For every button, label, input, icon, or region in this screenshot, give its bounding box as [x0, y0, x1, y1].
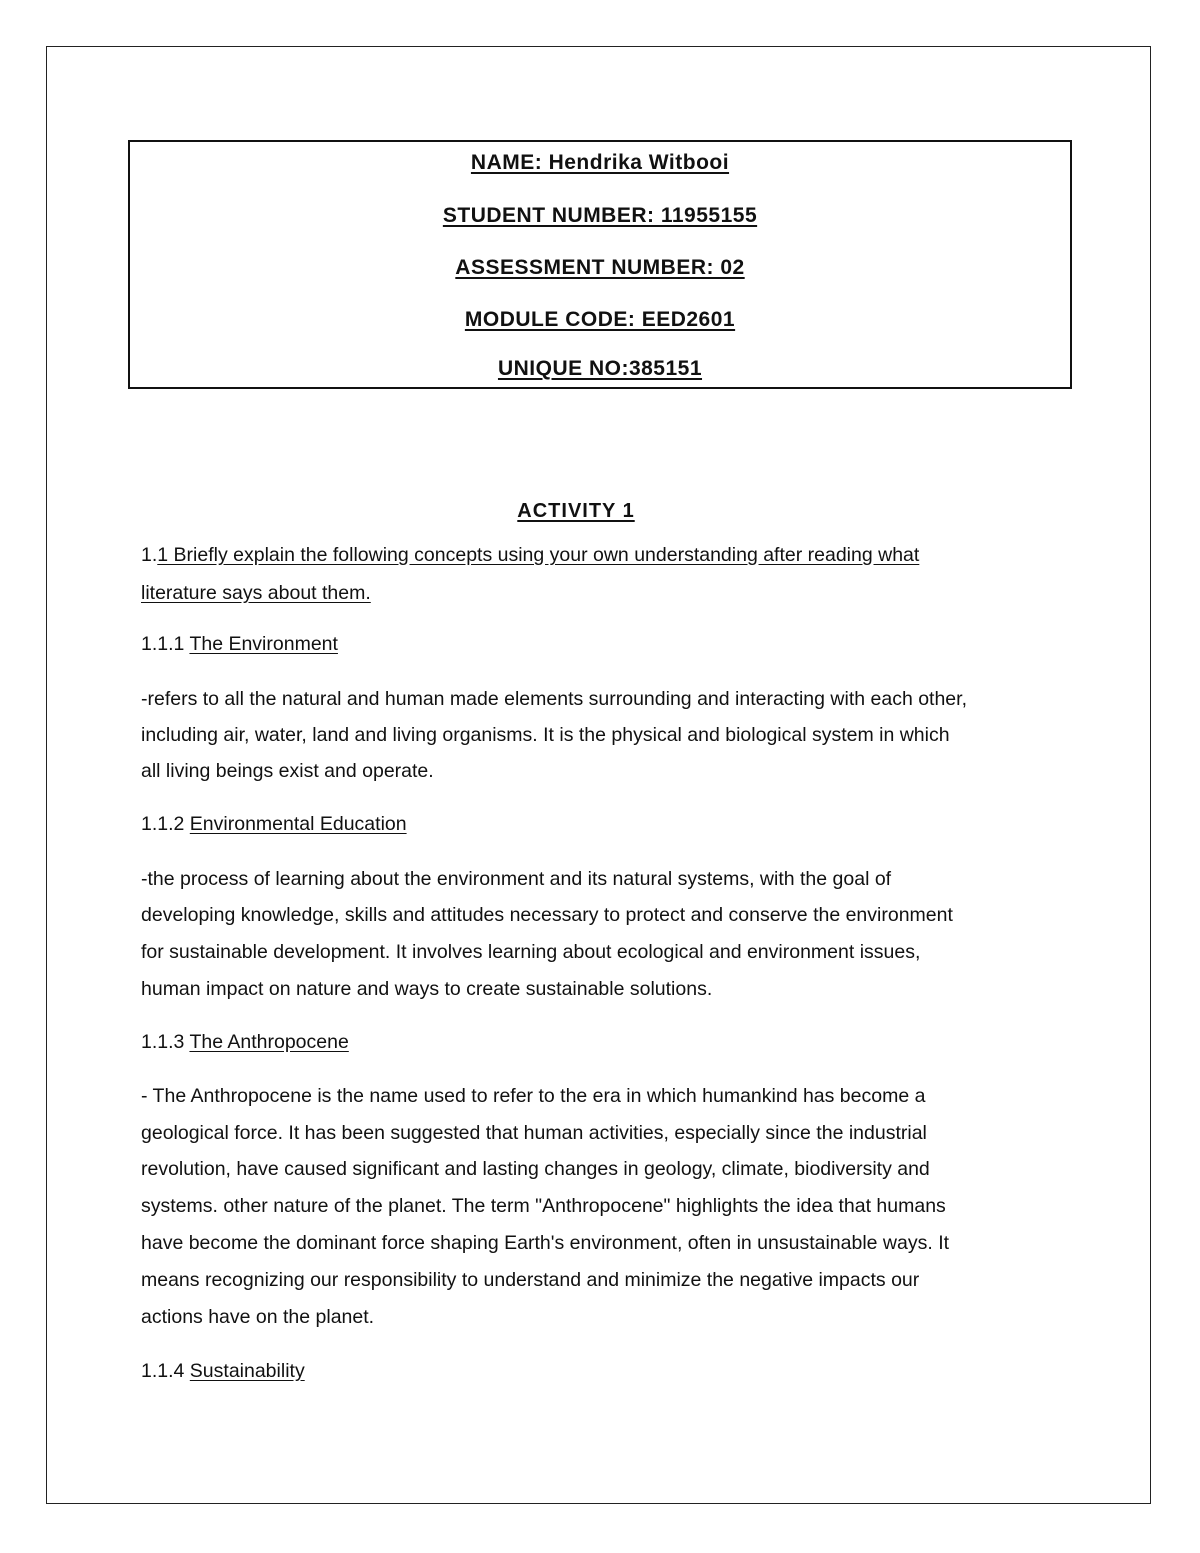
- paragraph-line: means recognizing our responsibility to understand and minimize the negative impacts our: [141, 1269, 920, 1291]
- paragraph-line: systems. other nature of the planet. The term "Anthropocene" highlights the idea that humans: [141, 1195, 946, 1217]
- question-line-2: literature says about them.: [141, 582, 371, 604]
- activity-heading: ACTIVITY 1: [517, 500, 635, 522]
- paragraph-line: including air, water, land and living organisms. It is the physical and biological system in which: [141, 724, 950, 746]
- section-number: 1.1.1: [141, 633, 190, 655]
- section-heading: [141, 631, 338, 657]
- section-title: The Environment: [189, 633, 338, 655]
- section-heading: [141, 1029, 349, 1055]
- paragraph-line: - The Anthropocene is the name used to refer to the era in which humankind has become a: [141, 1085, 926, 1107]
- section-title: Sustainability: [189, 1360, 305, 1382]
- paragraph-line: -the process of learning about the environment and its natural systems, with the goal of: [141, 868, 892, 890]
- paragraph-line: -refers to all the natural and human made elements surrounding and interacting with each other,: [141, 688, 967, 710]
- question-number: 1.: [141, 544, 158, 566]
- paragraph-line: geological force. It has been suggested that human activities, especially since the industrial: [141, 1122, 927, 1144]
- paragraph-line: all living beings exist and operate.: [141, 760, 434, 782]
- section-number: 1.1.3: [141, 1031, 190, 1053]
- question-text: 1 Briefly explain the following concepts using your own understanding after reading what: [157, 544, 920, 566]
- paragraph-line: actions have on the planet.: [141, 1306, 375, 1328]
- student-name: NAME: Hendrika Witbooi: [470, 151, 730, 174]
- section-title: Environmental Education: [189, 813, 407, 835]
- student-info-box: [128, 140, 1072, 389]
- paragraph-line: have become the dominant force shaping Earth's environment, often in unsustainable ways. It: [141, 1232, 950, 1254]
- assessment-number: ASSESSMENT NUMBER: 02: [455, 256, 745, 279]
- module-code: MODULE CODE: EED2601: [464, 308, 736, 331]
- section-heading: [141, 1358, 305, 1384]
- unique-number: UNIQUE NO:385151: [497, 357, 703, 380]
- question-line-1: [141, 542, 919, 568]
- paragraph-line: for sustainable development. It involves learning about ecological and environment issues,: [141, 941, 921, 963]
- section-number: 1.1.2: [141, 813, 190, 835]
- paragraph-line: revolution, have caused significant and lasting changes in geology, climate, biodiversity and: [141, 1158, 930, 1180]
- section-heading: [141, 811, 407, 837]
- paragraph-line: developing knowledge, skills and attitudes necessary to protect and conserve the environment: [141, 904, 953, 926]
- paragraph-line: human impact on nature and ways to create sustainable solutions.: [141, 978, 713, 1000]
- section-title: The Anthropocene: [189, 1031, 349, 1053]
- student-number: STUDENT NUMBER: 11955155: [442, 204, 758, 227]
- section-number: 1.1.4: [141, 1360, 190, 1382]
